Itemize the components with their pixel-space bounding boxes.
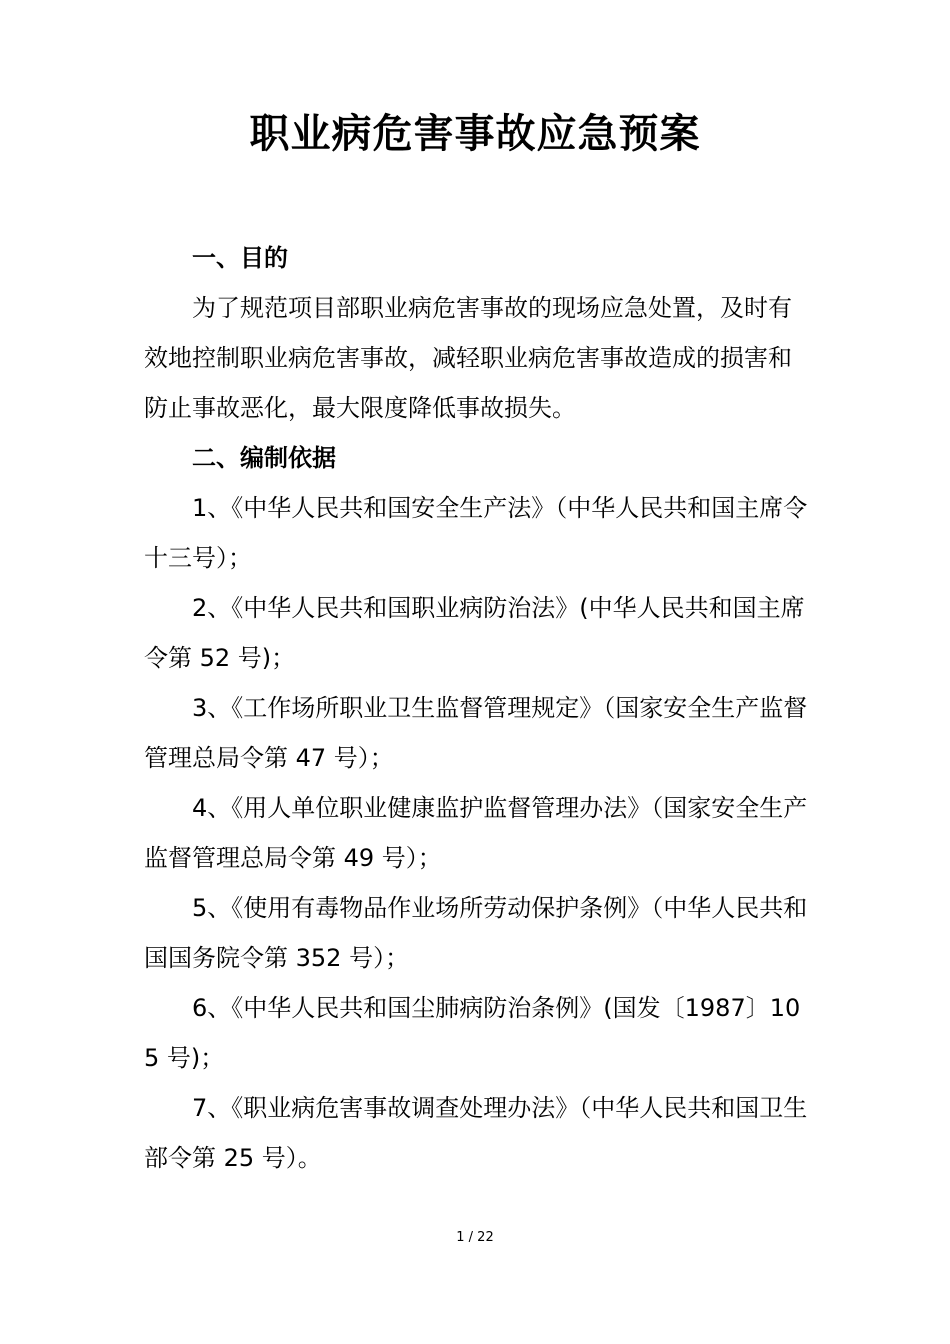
page-title: 职业病危害事故应急预案 (249, 111, 701, 157)
section-heading-purpose: 一、目的 (192, 244, 288, 272)
basis-item-4: 4、《用人单位职业健康监护监督管理办法》（国家安全生产监督管理总局令第 49 号）； (144, 794, 808, 872)
basis-item-6: 6、《中华人民共和国尘肺病防治条例》(国发〔1987〕105 号)； (144, 994, 801, 1072)
basis-item-1: 1、《中华人民共和国安全生产法》（中华人民共和国主席令十三号）； (144, 494, 808, 572)
paragraph-purpose: 为了规范项目部职业病危害事故的现场应急处置，及时有效地控制职业病危害事故，减轻职业病危害事故造成的损害和防止事故恶化，最大限度降低事故损失。 (144, 294, 792, 422)
basis-item-5: 5、《使用有毒物品作业场所劳动保护条例》（中华人民共和国国务院令第 352 号）； (144, 894, 808, 972)
document-body (144, 233, 809, 1183)
basis-item-7: 7、《职业病危害事故调查处理办法》（中华人民共和国卫生部令第 25 号）。 (144, 1094, 808, 1172)
page-number-indicator: 1 / 22 (456, 1230, 494, 1245)
basis-item-3: 3、《工作场所职业卫生监督管理规定》（国家安全生产监督管理总局令第 47 号）； (144, 694, 808, 772)
basis-item-2: 2、《中华人民共和国职业病防治法》(中华人民共和国主席令第 52 号)； (144, 594, 805, 672)
section-heading-basis: 二、编制依据 (192, 444, 336, 472)
